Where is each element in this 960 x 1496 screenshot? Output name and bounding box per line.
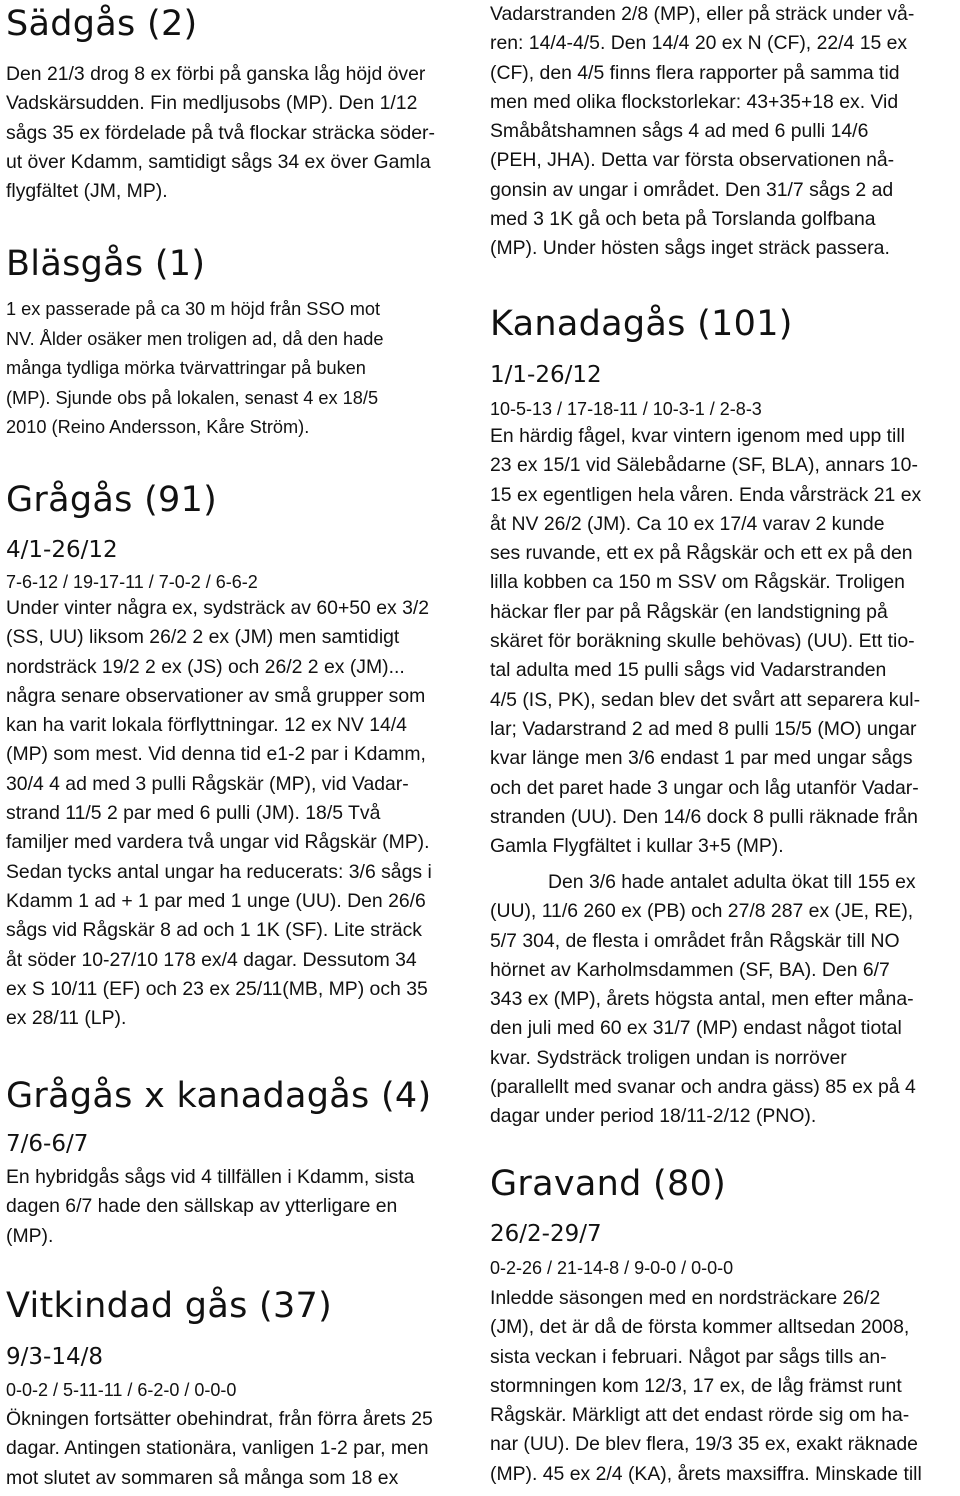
- monthly-counts: 0-0-2 / 5-11-11 / 6-2-0 / 0-0-0: [6, 1380, 237, 1400]
- species-text: Inledde säsongen med en nordsträckare 26/2 (JM), det är då de första kommer alltsedan 2008, sista veckan i februari. Något par sågs tills an- stormningen kom 12/3, 17 ex, de låg främst runt Rågskär. Märkligt att det endast rörde sig om ha- nar (UU). De blev flera, 19/3 35 ex, exakt räknade (MP). 45 ex 2/4 (KA), årets maxsiffra. Minskade till: [490, 1287, 922, 1485]
- date-range: 7/6-6/7: [6, 1131, 89, 1157]
- monthly-counts: 7-6-12 / 19-17-11 / 7-0-2 / 6-6-2: [6, 572, 258, 592]
- section-vitkindad-body: [6, 1405, 476, 1493]
- section-blasgas-body: [6, 295, 476, 443]
- section-kanadagas-body: [490, 422, 958, 861]
- section-hybrid-body: [6, 1163, 476, 1251]
- species-text: En hybridgås sågs vid 4 tillfällen i Kdamm, sista dagen 6/7 hade den sällskap av ytterligare en (MP).: [6, 1166, 415, 1247]
- section-vitkindad: [6, 1284, 476, 1328]
- monthly-counts: 0-2-26 / 21-14-8 / 9-0-0 / 0-0-0: [490, 1258, 734, 1278]
- section-kanadagas-counts: [490, 396, 958, 422]
- section-vitkindad-counts: [6, 1377, 476, 1403]
- date-range: 9/3-14/8: [6, 1344, 103, 1370]
- section-sadgas: [6, 2, 476, 46]
- date-range: 1/1-26/12: [490, 362, 602, 388]
- section-gravand: [490, 1162, 958, 1206]
- section-continued: [490, 0, 958, 264]
- species-heading: Sädgås (2): [6, 4, 198, 44]
- section-gragas-body: [6, 594, 476, 1033]
- section-gragas-range: [6, 535, 476, 565]
- species-text-continued: Den 3/6 hade antalet adulta ökat till 155 ex (UU), 11/6 260 ex (PB) och 27/8 287 ex (JE, RE), 5/7 304, de flesta i området från Rågskär till NO hörnet av Karholmsdammen (SF, BA). Den 6/7 343 ex (MP), årets högsta antal, men efter måna- den juli med 60 ex 31/7 (MP) endast något tiotal kvar. Sydsträck troligen undan is norröver (parallellt med svanar och andra gäss) 85 ex på 4 dagar under period 18/11-2/12 (PNO).: [490, 871, 916, 1128]
- species-text: Under vinter några ex, sydsträck av 60+50 ex 3/2 (SS, UU) liksom 26/2 2 ex (JM) men samtidigt nordsträck 19/2 2 ex (JS) och 26/2 2 ex (JM)... några senare observationer av små grupper som kan ha varit lokala förflyttningar. 12 ex NV 14/4 (MP) som mest. Vid denna tid e1-2 par i Kdamm, 30/4 4 ad med 3 pulli Rågskär (MP), vid Vadar- strand 11/5 2 par med 6 pulli (JM). 18/5 Två familjer med vardera två ungar vid Rågskär (MP). Sedan tycks antal ungar ha reducerats: 3/6 sågs i Kdamm 1 ad + 1 par med 1 unge (UU). Den 26/6 sågs vid Rågskär 8 ad och 1 1K (SF). Lite sträck åt söder 10-27/10 178 ex/4 dagar. Dessutom 34 ex S 10/11 (EF) och 23 ex 25/11(MB, MP) och 35 ex 28/11 (LP).: [6, 597, 432, 1030]
- continued-text: Vadarstranden 2/8 (MP), eller på sträck under vå- ren: 14/4-4/5. Den 14/4 20 ex N (CF), 22/4 15 ex (CF), den 4/5 finns flera rapporter på samma tid men med olika flockstorlekar: 43+35+18 ex. Vid Småbåtshamnen sågs 4 ad med 6 pulli 14/6 (PEH, JHA). Detta var första observationen nå- gonsin av ungar i området. Den 31/7 sågs 2 ad med 3 1K gå och beta på Torslanda golfbana (MP). Under hösten sågs inget sträck passera.: [490, 3, 915, 260]
- section-sadgas-body: [6, 60, 476, 206]
- section-gragas-counts: [6, 569, 476, 595]
- date-range: 26/2-29/7: [490, 1221, 602, 1247]
- monthly-counts: 10-5-13 / 17-18-11 / 10-3-1 / 2-8-3: [490, 399, 762, 419]
- species-heading: Bläsgås (1): [6, 244, 206, 284]
- species-heading: Kanadagås (101): [490, 304, 793, 344]
- species-heading: Grågås (91): [6, 480, 218, 520]
- species-text: Den 21/3 drog 8 ex förbi på ganska låg höjd över Vadskärsudden. Fin medljusobs (MP). Den 1/12 sågs 35 ex fördelade på två flockar sträcka söder- ut över Kdamm, samtidigt sågs 34 ex över Gamla flygfältet (JM, MP).: [6, 63, 435, 203]
- section-gravand-counts: [490, 1255, 958, 1281]
- section-vitkindad-range: [6, 1342, 476, 1372]
- section-kanadagas-body-2: [490, 868, 958, 1132]
- species-heading: Grågås x kanadagås (4): [6, 1076, 432, 1116]
- section-gravand-range: [490, 1219, 958, 1249]
- section-gravand-body: [490, 1284, 958, 1489]
- section-kanadagas-range: [490, 360, 958, 390]
- species-text: En härdig fågel, kvar vintern igenom med upp till 23 ex 15/1 vid Sälebådarne (SF, BLA), annars 10- 15 ex egentligen hela våren. Enda vårsträck 21 ex åt NV 26/2 (JM). Ca 10 ex 17/4 varav 2 kunde ses ruvande, ett ex på Rågskär och ett ex på den lilla kobben ca 150 m SSV om Rågskär. Troligen häckar fler par på Rågskär (en landstigning på skäret för boräkning skulle behövas) (UU). Ett tio- tal adulta med 15 pulli sågs vid Vadarstranden 4/5 (IS, PK), sedan blev det svårt att separera kul- lar; Vadarstrand 2 ad med 8 pulli 15/5 (MO) ungar kvar länge men 3/6 endast 1 par med ungar sågs och det paret hade 3 ungar och låg utanför Vadar- stranden (UU). Den 14/6 dock 8 pulli räknade från Gamla Flygfältet i kullar 3+5 (MP).: [490, 425, 922, 858]
- section-gragas: [6, 478, 476, 522]
- species-heading: Gravand (80): [490, 1164, 727, 1204]
- section-hybrid-range: [6, 1129, 476, 1159]
- section-kanadagas: [490, 302, 958, 346]
- section-hybrid: [6, 1074, 476, 1118]
- section-blasgas: [6, 242, 476, 286]
- species-text: Ökningen fortsätter obehindrat, från förra årets 25 dagar. Antingen stationära, vanligen 1-2 par, men mot slutet av sommaren så många som 18 ex: [6, 1408, 433, 1489]
- date-range: 4/1-26/12: [6, 537, 118, 563]
- species-text: 1 ex passerade på ca 30 m höjd från SSO mot NV. Ålder osäker men troligen ad, då den hade många tydliga mörka tvärvattringar på buken (MP). Sjunde obs på lokalen, senast 4 ex 18/5 2010 (Reino Andersson, Kåre Ström).: [6, 299, 384, 437]
- species-heading: Vitkindad gås (37): [6, 1286, 333, 1326]
